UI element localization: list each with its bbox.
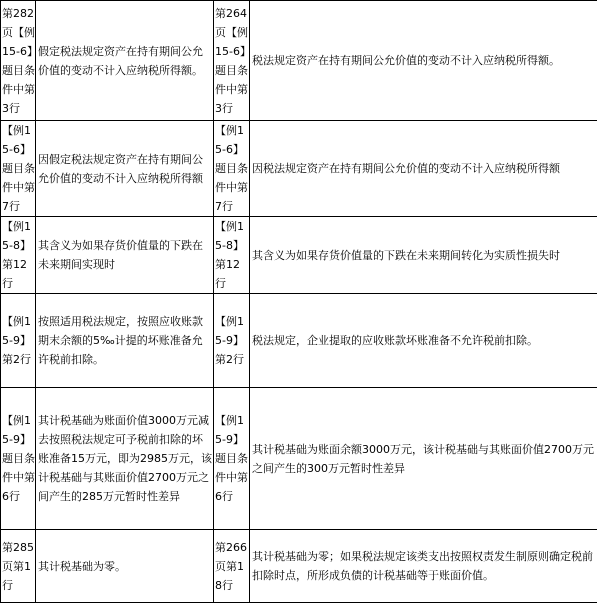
corrected-text: 其计税基础为账面余额3000万元，该计税基础与其账面价值2700万元之间产生的300万元暂时性差异 bbox=[250, 388, 597, 530]
original-text: 假定税法规定资产在持有期间公允价值的变动不计入应纳税所得额。 bbox=[36, 1, 214, 121]
original-location: 【例15-9】第2行 bbox=[1, 294, 36, 388]
table-row bbox=[1, 121, 597, 217]
original-location: 【例15-8】第12行 bbox=[1, 217, 36, 294]
original-location: 【例15-9】题目条件中第6行 bbox=[1, 388, 36, 530]
table-row bbox=[1, 1, 597, 121]
corrected-location: 【例15-9】第2行 bbox=[214, 294, 250, 388]
corrected-text: 其计税基础为零；如果税法规定该类支出按照权责发生制原则确定税前扣除时点，所形成负债的计税基础等于账面价值。 bbox=[250, 530, 597, 603]
corrected-text: 其含义为如果存货价值量的下跌在未来期间转化为实质性损失时 bbox=[250, 217, 597, 294]
original-text: 其含义为如果存货价值量的下跌在未来期间实现时 bbox=[36, 217, 214, 294]
corrected-location: 第266页第18行 bbox=[214, 530, 250, 603]
original-location: 第285页第1行 bbox=[1, 530, 36, 603]
corrected-location: 【例15-8】第12行 bbox=[214, 217, 250, 294]
corrected-text: 税法规定，企业提取的应收账款坏账准备不允许税前扣除。 bbox=[250, 294, 597, 388]
corrected-location: 【例15-9】题目条件中第6行 bbox=[214, 388, 250, 530]
table-row bbox=[1, 294, 597, 388]
original-location: 【例15-6】题目条件中第7行 bbox=[1, 121, 36, 217]
corrected-location: 第264页【例15-6】题目条件中第3行 bbox=[214, 1, 250, 121]
table-row bbox=[1, 388, 597, 530]
table-row bbox=[1, 530, 597, 603]
original-text: 其计税基础为零。 bbox=[36, 530, 214, 603]
corrected-location: 【例15-6】题目条件中第7行 bbox=[214, 121, 250, 217]
original-text: 其计税基础为账面价值3000万元减去按照税法规定可予税前扣除的坏账准备15万元，即为2985万元，该计税基础与其账面价值2700万元之间产生的285万元暂时性差异 bbox=[36, 388, 214, 530]
corrected-text: 因税法规定资产在持有期间公允价值的变动不计入应纳税所得额 bbox=[250, 121, 597, 217]
corrected-text: 税法规定资产在持有期间公允价值的变动不计入应纳税所得额。 bbox=[250, 1, 597, 121]
original-text: 按照适用税法规定，按照应收账款期末余额的5‰计提的坏账准备允许税前扣除。 bbox=[36, 294, 214, 388]
table-row bbox=[1, 217, 597, 294]
original-location: 第282页【例15-6】题目条件中第3行 bbox=[1, 1, 36, 121]
original-text: 因假定税法规定资产在持有期间公允价值的变动不计入应纳税所得额 bbox=[36, 121, 214, 217]
